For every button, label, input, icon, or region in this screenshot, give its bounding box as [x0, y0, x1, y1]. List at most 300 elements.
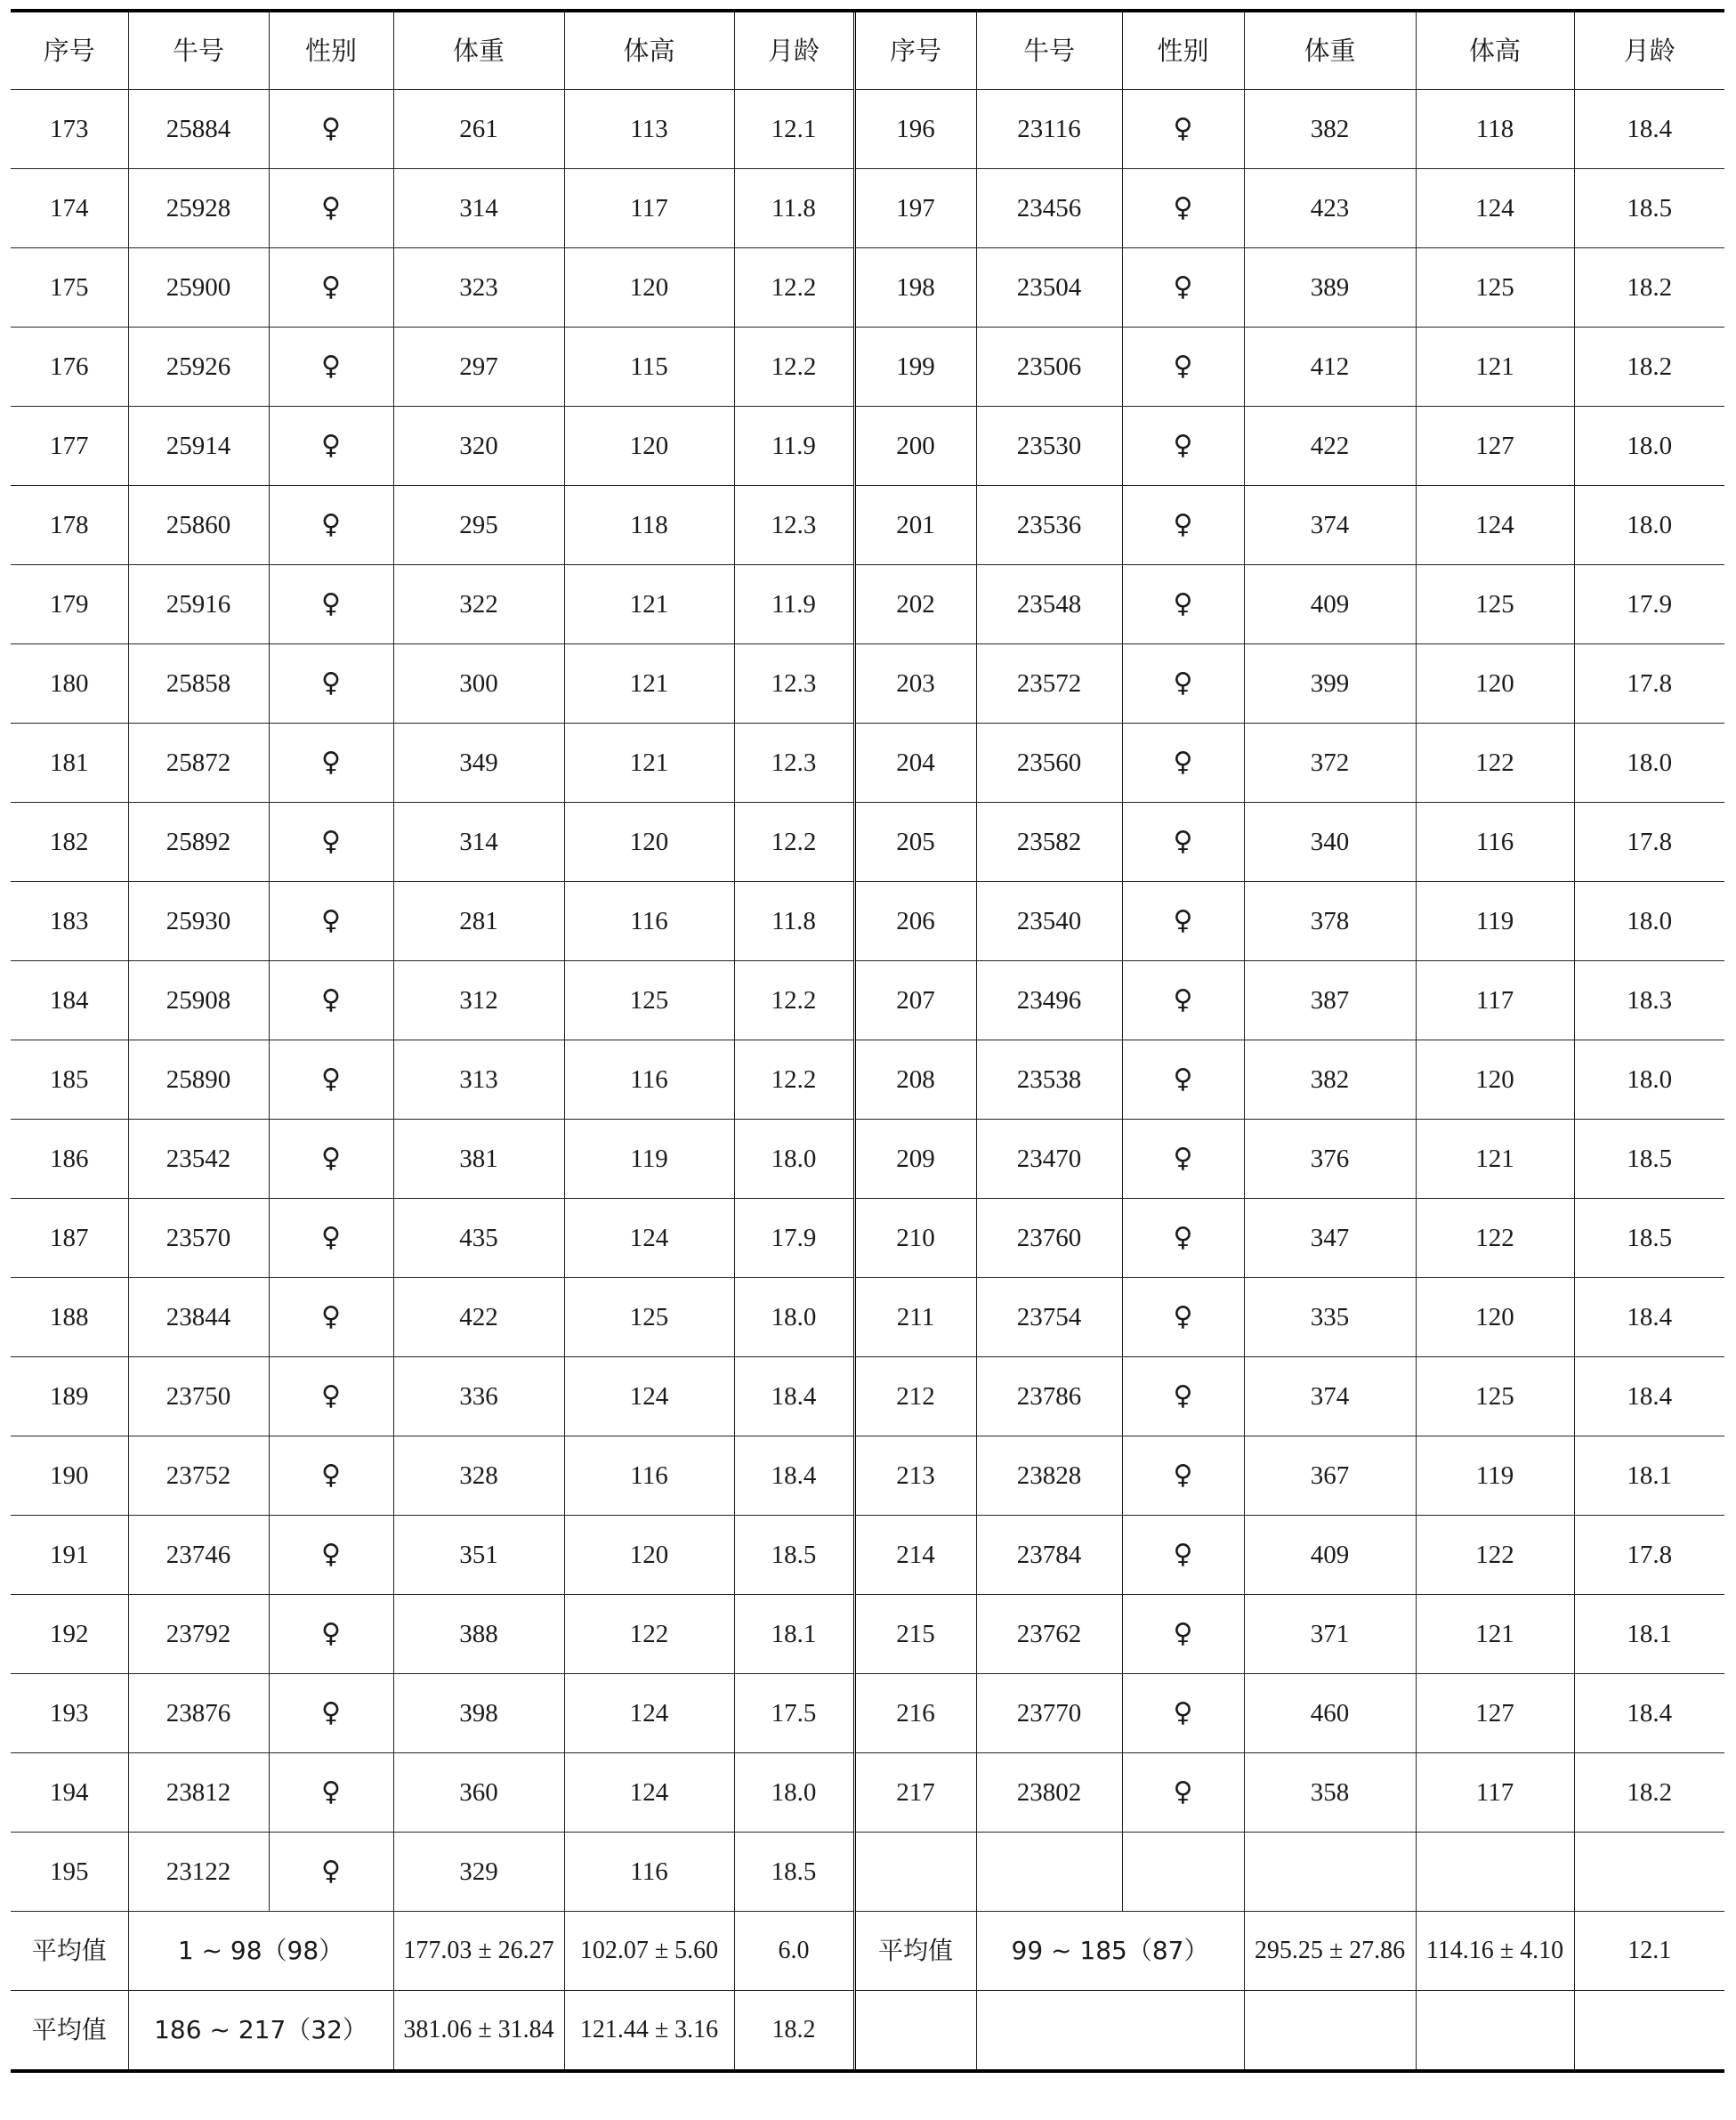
sex-cell: ♀ [1122, 328, 1244, 407]
height-cell: 122 [564, 1595, 734, 1674]
cattle-id-cell: 23542 [128, 1120, 269, 1199]
weight-cell: 388 [393, 1595, 564, 1674]
summary-age [1574, 1991, 1724, 2072]
serial-cell: 215 [854, 1595, 976, 1674]
serial-cell: 214 [854, 1516, 976, 1595]
weight-cell: 376 [1244, 1120, 1416, 1199]
cattle-id-cell: 25872 [128, 724, 269, 803]
summary-range: 1 ~ 98（98） [128, 1912, 393, 1991]
weight-cell: 382 [1244, 90, 1416, 169]
serial-cell [854, 1833, 976, 1912]
weight-cell: 351 [393, 1516, 564, 1595]
serial-cell: 177 [11, 407, 128, 486]
weight-cell: 389 [1244, 248, 1416, 328]
weight-cell: 336 [393, 1357, 564, 1436]
cattle-id-cell: 23812 [128, 1753, 269, 1833]
sex-cell: ♀ [269, 565, 393, 644]
height-cell: 120 [1416, 1040, 1574, 1120]
summary-age: 12.1 [1574, 1912, 1724, 1991]
summary-height [1416, 1991, 1574, 2072]
cattle-id-cell: 23116 [976, 90, 1122, 169]
height-cell: 122 [1416, 724, 1574, 803]
weight-cell: 340 [1244, 803, 1416, 882]
sex-cell: ♀ [1122, 1595, 1244, 1674]
weight-cell: 314 [393, 803, 564, 882]
age-cell: 12.2 [734, 248, 854, 328]
weight-cell: 360 [393, 1753, 564, 1833]
serial-cell: 181 [11, 724, 128, 803]
sex-cell: ♀ [1122, 407, 1244, 486]
table-row [11, 407, 1724, 486]
weight-cell: 335 [1244, 1278, 1416, 1357]
header-cell: 月龄 [1574, 11, 1724, 90]
summary-label: 平均值 [11, 1912, 128, 1991]
sex-cell: ♀ [1122, 803, 1244, 882]
table-row [11, 644, 1724, 724]
age-cell: 11.9 [734, 407, 854, 486]
height-cell: 121 [1416, 1595, 1574, 1674]
summary-height: 102.07 ± 5.60 [564, 1912, 734, 1991]
table-row [11, 1357, 1724, 1436]
age-cell: 12.3 [734, 724, 854, 803]
header-cell: 月龄 [734, 11, 854, 90]
sex-cell: ♀ [269, 644, 393, 724]
header-cell: 牛号 [128, 11, 269, 90]
summary-row [11, 1991, 1724, 2072]
serial-cell: 200 [854, 407, 976, 486]
height-cell: 122 [1416, 1199, 1574, 1278]
cattle-measurement-table [11, 9, 1724, 2073]
summary-range: 186 ~ 217（32） [128, 1991, 393, 2072]
weight-cell: 322 [393, 565, 564, 644]
serial-cell: 213 [854, 1436, 976, 1516]
sex-cell: ♀ [1122, 1040, 1244, 1120]
summary-age: 6.0 [734, 1912, 854, 1991]
sex-cell: ♀ [1122, 961, 1244, 1040]
age-cell: 18.4 [1574, 1278, 1724, 1357]
weight-cell: 349 [393, 724, 564, 803]
age-cell: 12.3 [734, 644, 854, 724]
weight-cell: 409 [1244, 565, 1416, 644]
serial-cell: 191 [11, 1516, 128, 1595]
weight-cell: 387 [1244, 961, 1416, 1040]
height-cell: 125 [1416, 565, 1574, 644]
height-cell: 120 [564, 248, 734, 328]
serial-cell: 203 [854, 644, 976, 724]
serial-cell: 187 [11, 1199, 128, 1278]
age-cell: 12.2 [734, 961, 854, 1040]
age-cell: 17.8 [1574, 1516, 1724, 1595]
serial-cell: 196 [854, 90, 976, 169]
serial-cell: 178 [11, 486, 128, 565]
height-cell: 116 [564, 882, 734, 961]
summary-weight: 177.03 ± 26.27 [393, 1912, 564, 1991]
age-cell: 17.9 [734, 1199, 854, 1278]
height-cell: 113 [564, 90, 734, 169]
weight-cell: 460 [1244, 1674, 1416, 1753]
serial-cell: 186 [11, 1120, 128, 1199]
sex-cell: ♀ [1122, 724, 1244, 803]
height-cell: 124 [1416, 169, 1574, 248]
age-cell [1574, 1833, 1724, 1912]
serial-cell: 193 [11, 1674, 128, 1753]
age-cell: 18.0 [734, 1278, 854, 1357]
serial-cell: 185 [11, 1040, 128, 1120]
age-cell: 18.0 [1574, 486, 1724, 565]
sex-cell: ♀ [269, 169, 393, 248]
weight-cell: 423 [1244, 169, 1416, 248]
sex-cell: ♀ [1122, 1278, 1244, 1357]
cattle-id-cell: 23752 [128, 1436, 269, 1516]
table-row [11, 328, 1724, 407]
table-row [11, 1040, 1724, 1120]
summary-label [854, 1991, 976, 2072]
cattle-id-cell: 23784 [976, 1516, 1122, 1595]
header-cell: 性别 [1122, 11, 1244, 90]
weight-cell: 374 [1244, 1357, 1416, 1436]
height-cell: 125 [564, 1278, 734, 1357]
age-cell: 18.3 [1574, 961, 1724, 1040]
age-cell: 18.5 [734, 1833, 854, 1912]
sex-cell: ♀ [1122, 1199, 1244, 1278]
age-cell: 12.2 [734, 328, 854, 407]
cattle-id-cell: 25890 [128, 1040, 269, 1120]
serial-cell: 174 [11, 169, 128, 248]
serial-cell: 183 [11, 882, 128, 961]
sex-cell: ♀ [269, 1516, 393, 1595]
serial-cell: 175 [11, 248, 128, 328]
height-cell: 121 [1416, 328, 1574, 407]
header-cell: 序号 [11, 11, 128, 90]
age-cell: 18.1 [734, 1595, 854, 1674]
weight-cell: 367 [1244, 1436, 1416, 1516]
weight-cell: 300 [393, 644, 564, 724]
height-cell: 121 [564, 724, 734, 803]
cattle-id-cell: 23560 [976, 724, 1122, 803]
weight-cell: 374 [1244, 486, 1416, 565]
table-row [11, 1436, 1724, 1516]
weight-cell: 409 [1244, 1516, 1416, 1595]
cattle-id-cell: 23750 [128, 1357, 269, 1436]
age-cell: 11.9 [734, 565, 854, 644]
summary-row [11, 1912, 1724, 1991]
serial-cell: 206 [854, 882, 976, 961]
cattle-id-cell: 23582 [976, 803, 1122, 882]
sex-cell: ♀ [1122, 1436, 1244, 1516]
cattle-id-cell: 23792 [128, 1595, 269, 1674]
header-cell: 性别 [269, 11, 393, 90]
weight-cell: 422 [393, 1278, 564, 1357]
age-cell: 18.1 [1574, 1595, 1724, 1674]
weight-cell: 381 [393, 1120, 564, 1199]
age-cell: 18.5 [1574, 1120, 1724, 1199]
height-cell: 124 [564, 1357, 734, 1436]
cattle-id-cell: 23530 [976, 407, 1122, 486]
height-cell: 124 [564, 1674, 734, 1753]
table-row [11, 1199, 1724, 1278]
table-container [11, 9, 1724, 2073]
sex-cell: ♀ [1122, 882, 1244, 961]
serial-cell: 205 [854, 803, 976, 882]
cattle-id-cell: 25926 [128, 328, 269, 407]
header-cell: 体重 [393, 11, 564, 90]
weight-cell: 312 [393, 961, 564, 1040]
cattle-id-cell: 23496 [976, 961, 1122, 1040]
serial-cell: 209 [854, 1120, 976, 1199]
age-cell: 18.0 [1574, 724, 1724, 803]
age-cell: 17.8 [1574, 803, 1724, 882]
weight-cell: 261 [393, 90, 564, 169]
serial-cell: 184 [11, 961, 128, 1040]
age-cell: 18.0 [1574, 407, 1724, 486]
summary-weight: 295.25 ± 27.86 [1244, 1912, 1416, 1991]
summary-height: 121.44 ± 3.16 [564, 1991, 734, 2072]
table-row [11, 486, 1724, 565]
cattle-id-cell: 25858 [128, 644, 269, 724]
sex-cell: ♀ [1122, 1753, 1244, 1833]
height-cell: 120 [564, 407, 734, 486]
sex-cell: ♀ [269, 1357, 393, 1436]
cattle-id-cell: 25860 [128, 486, 269, 565]
cattle-id-cell: 25908 [128, 961, 269, 1040]
table-row [11, 882, 1724, 961]
serial-cell: 194 [11, 1753, 128, 1833]
height-cell: 127 [1416, 1674, 1574, 1753]
age-cell: 18.4 [1574, 1674, 1724, 1753]
summary-body [11, 1912, 1724, 2072]
serial-cell: 176 [11, 328, 128, 407]
serial-cell: 217 [854, 1753, 976, 1833]
sex-cell: ♀ [1122, 644, 1244, 724]
age-cell: 18.1 [1574, 1436, 1724, 1516]
sex-cell: ♀ [269, 407, 393, 486]
cattle-id-cell: 23538 [976, 1040, 1122, 1120]
height-cell: 119 [1416, 1436, 1574, 1516]
age-cell: 18.4 [734, 1436, 854, 1516]
table-row [11, 248, 1724, 328]
cattle-id-cell: 23762 [976, 1595, 1122, 1674]
sex-cell: ♀ [269, 1833, 393, 1912]
sex-cell: ♀ [1122, 90, 1244, 169]
cattle-id-cell: 23746 [128, 1516, 269, 1595]
height-cell: 120 [564, 1516, 734, 1595]
weight-cell: 329 [393, 1833, 564, 1912]
serial-cell: 195 [11, 1833, 128, 1912]
height-cell: 120 [1416, 644, 1574, 724]
serial-cell: 202 [854, 565, 976, 644]
weight-cell: 382 [1244, 1040, 1416, 1120]
table-row [11, 1833, 1724, 1912]
serial-cell: 208 [854, 1040, 976, 1120]
sex-cell: ♀ [1122, 486, 1244, 565]
sex-cell: ♀ [269, 248, 393, 328]
serial-cell: 188 [11, 1278, 128, 1357]
height-cell: 117 [1416, 1753, 1574, 1833]
height-cell: 121 [564, 565, 734, 644]
cattle-id-cell: 25930 [128, 882, 269, 961]
summary-range: 99 ~ 185（87） [976, 1912, 1244, 1991]
sex-cell: ♀ [269, 1595, 393, 1674]
sex-cell: ♀ [1122, 169, 1244, 248]
age-cell: 18.2 [1574, 248, 1724, 328]
cattle-id-cell: 25914 [128, 407, 269, 486]
age-cell: 17.8 [1574, 644, 1724, 724]
cattle-id-cell: 23456 [976, 169, 1122, 248]
table-row [11, 169, 1724, 248]
age-cell: 18.0 [1574, 882, 1724, 961]
sex-cell: ♀ [269, 1199, 393, 1278]
serial-cell: 182 [11, 803, 128, 882]
cattle-id-cell: 23504 [976, 248, 1122, 328]
age-cell: 12.2 [734, 803, 854, 882]
sex-cell [1122, 1833, 1244, 1912]
height-cell: 118 [564, 486, 734, 565]
cattle-id-cell: 23536 [976, 486, 1122, 565]
sex-cell: ♀ [269, 803, 393, 882]
height-cell: 116 [564, 1833, 734, 1912]
serial-cell: 199 [854, 328, 976, 407]
serial-cell: 189 [11, 1357, 128, 1436]
cattle-id-cell: 25892 [128, 803, 269, 882]
sex-cell: ♀ [269, 1278, 393, 1357]
weight-cell: 422 [1244, 407, 1416, 486]
height-cell: 120 [564, 803, 734, 882]
serial-cell: 180 [11, 644, 128, 724]
weight-cell: 412 [1244, 328, 1416, 407]
sex-cell: ♀ [269, 1120, 393, 1199]
age-cell: 18.0 [734, 1120, 854, 1199]
weight-cell: 398 [393, 1674, 564, 1753]
age-cell: 18.5 [1574, 1199, 1724, 1278]
weight-cell: 358 [1244, 1753, 1416, 1833]
sex-cell: ♀ [1122, 248, 1244, 328]
height-cell: 122 [1416, 1516, 1574, 1595]
table-body [11, 11, 1724, 1912]
age-cell: 18.0 [1574, 1040, 1724, 1120]
sex-cell: ♀ [269, 724, 393, 803]
height-cell: 117 [564, 169, 734, 248]
cattle-id-cell: 23770 [976, 1674, 1122, 1753]
summary-height: 114.16 ± 4.10 [1416, 1912, 1574, 1991]
age-cell: 18.4 [734, 1357, 854, 1436]
height-cell: 125 [564, 961, 734, 1040]
age-cell: 18.5 [1574, 169, 1724, 248]
age-cell: 18.4 [1574, 90, 1724, 169]
age-cell: 17.9 [1574, 565, 1724, 644]
cattle-id-cell: 23754 [976, 1278, 1122, 1357]
age-cell: 11.8 [734, 169, 854, 248]
cattle-id-cell: 23844 [128, 1278, 269, 1357]
weight-cell: 314 [393, 169, 564, 248]
table-row [11, 1595, 1724, 1674]
cattle-id-cell: 25928 [128, 169, 269, 248]
table-row [11, 1278, 1724, 1357]
cattle-id-cell: 23570 [128, 1199, 269, 1278]
cattle-id-cell: 25900 [128, 248, 269, 328]
header-cell: 牛号 [976, 11, 1122, 90]
sex-cell: ♀ [269, 328, 393, 407]
serial-cell: 211 [854, 1278, 976, 1357]
serial-cell: 201 [854, 486, 976, 565]
serial-cell: 207 [854, 961, 976, 1040]
summary-range [976, 1991, 1244, 2072]
height-cell: 119 [564, 1120, 734, 1199]
table-row [11, 565, 1724, 644]
cattle-id-cell: 25916 [128, 565, 269, 644]
cattle-id-cell: 23470 [976, 1120, 1122, 1199]
serial-cell: 204 [854, 724, 976, 803]
height-cell: 115 [564, 328, 734, 407]
height-cell: 124 [564, 1753, 734, 1833]
weight-cell: 295 [393, 486, 564, 565]
age-cell: 12.3 [734, 486, 854, 565]
table-row [11, 724, 1724, 803]
cattle-id-cell: 23760 [976, 1199, 1122, 1278]
serial-cell: 179 [11, 565, 128, 644]
header-row [11, 11, 1724, 90]
sex-cell: ♀ [269, 1436, 393, 1516]
header-cell: 体重 [1244, 11, 1416, 90]
weight-cell: 297 [393, 328, 564, 407]
height-cell: 120 [1416, 1278, 1574, 1357]
cattle-id-cell: 23786 [976, 1357, 1122, 1436]
height-cell: 116 [564, 1436, 734, 1516]
age-cell: 18.2 [1574, 1753, 1724, 1833]
age-cell: 17.5 [734, 1674, 854, 1753]
weight-cell: 281 [393, 882, 564, 961]
header-cell: 体高 [564, 11, 734, 90]
height-cell: 125 [1416, 1357, 1574, 1436]
sex-cell: ♀ [1122, 565, 1244, 644]
summary-label: 平均值 [11, 1991, 128, 2072]
table-row [11, 1516, 1724, 1595]
height-cell [1416, 1833, 1574, 1912]
height-cell: 116 [1416, 803, 1574, 882]
serial-cell: 212 [854, 1357, 976, 1436]
serial-cell: 210 [854, 1199, 976, 1278]
weight-cell: 320 [393, 407, 564, 486]
header-cell: 体高 [1416, 11, 1574, 90]
age-cell: 18.2 [1574, 328, 1724, 407]
cattle-id-cell: 23876 [128, 1674, 269, 1753]
height-cell: 124 [564, 1199, 734, 1278]
age-cell: 11.8 [734, 882, 854, 961]
sex-cell: ♀ [269, 90, 393, 169]
age-cell: 18.5 [734, 1516, 854, 1595]
table-row [11, 1753, 1724, 1833]
weight-cell: 323 [393, 248, 564, 328]
summary-weight: 381.06 ± 31.84 [393, 1991, 564, 2072]
height-cell: 117 [1416, 961, 1574, 1040]
table-row [11, 803, 1724, 882]
height-cell: 119 [1416, 882, 1574, 961]
weight-cell: 399 [1244, 644, 1416, 724]
table-row [11, 1120, 1724, 1199]
cattle-id-cell: 23548 [976, 565, 1122, 644]
serial-cell: 198 [854, 248, 976, 328]
sex-cell: ♀ [269, 1040, 393, 1120]
summary-age: 18.2 [734, 1991, 854, 2072]
sex-cell: ♀ [1122, 1357, 1244, 1436]
weight-cell [1244, 1833, 1416, 1912]
serial-cell: 197 [854, 169, 976, 248]
height-cell: 127 [1416, 407, 1574, 486]
weight-cell: 378 [1244, 882, 1416, 961]
cattle-id-cell: 23828 [976, 1436, 1122, 1516]
table-row [11, 961, 1724, 1040]
summary-weight [1244, 1991, 1416, 2072]
weight-cell: 328 [393, 1436, 564, 1516]
